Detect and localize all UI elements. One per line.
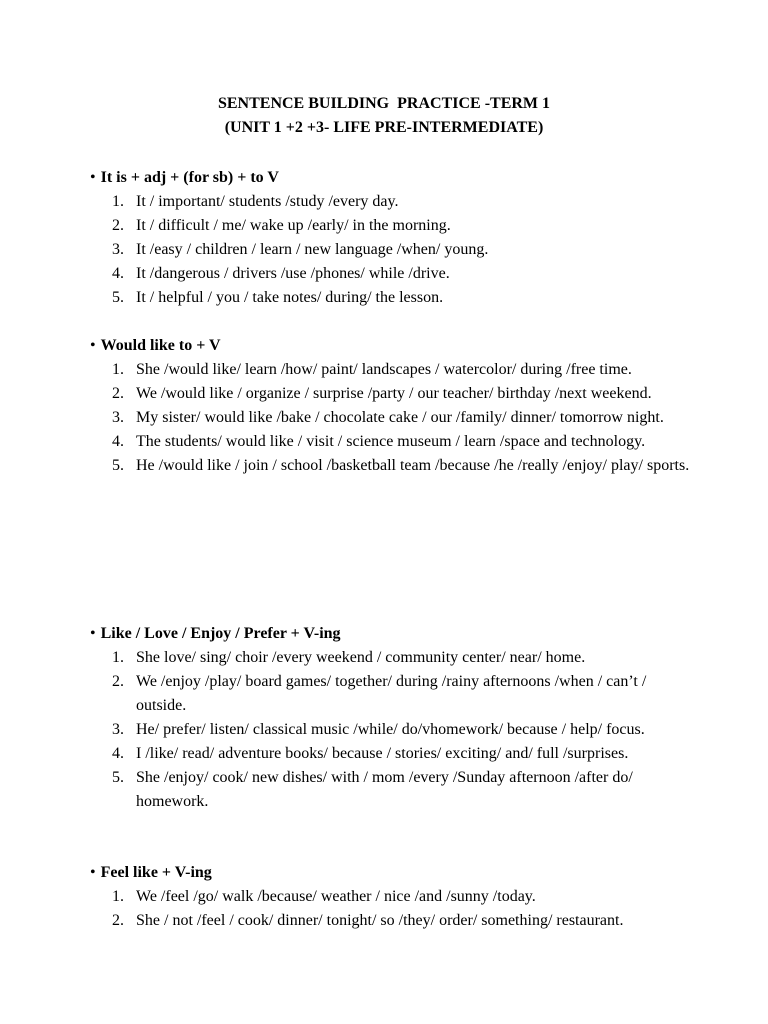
item-text: The students/ would like / visit / science museum / learn /space and technology. (136, 433, 646, 450)
document-title: SENTENCE BUILDING PRACTICE -TERM 1 (217, 95, 551, 112)
section-heading-text: Like / Love / Enjoy / Prefer + V-ing (100, 625, 341, 642)
item-text: It / helpful / you / take notes/ during/ the lesson. (136, 289, 444, 306)
item-number: 2. (112, 673, 124, 690)
item-text: He/ prefer/ listen/ classical music /while/ do/vhomework/ because / help/ focus. (136, 721, 645, 738)
item-number: 3. (112, 241, 124, 258)
item-text: My sister/ would like /bake / chocolate cake / our /family/ dinner/ tomorrow night. (136, 409, 664, 426)
list-item (90, 406, 690, 430)
document-subtitle: (UNIT 1 +2 +3- LIFE PRE-INTERMEDIATE) (224, 119, 544, 136)
list-item (90, 358, 690, 382)
item-number: 5. (112, 457, 124, 474)
list-item (90, 190, 690, 214)
item-text: We /enjoy /play/ board games/ together/ during /rainy afternoons /when / can’t / outside. (136, 673, 647, 714)
exercise-list (90, 358, 690, 478)
exercise-list (90, 885, 690, 933)
item-text: We /feel /go/ walk /because/ weather / nice /and /sunny /today. (136, 888, 536, 905)
item-number: 3. (112, 721, 124, 738)
section-heading (90, 166, 690, 190)
section-heading (90, 861, 690, 885)
list-item (90, 670, 690, 718)
item-number: 1. (112, 361, 124, 378)
item-number: 4. (112, 433, 124, 450)
list-item (90, 646, 690, 670)
item-number: 2. (112, 912, 124, 929)
item-number: 3. (112, 409, 124, 426)
bullet-icon: • (90, 337, 96, 354)
item-number: 2. (112, 217, 124, 234)
list-item (90, 286, 690, 310)
item-number: 4. (112, 745, 124, 762)
list-item (90, 262, 690, 286)
list-item (90, 885, 690, 909)
item-text: She /would like/ learn /how/ paint/ landscapes / watercolor/ during /free time. (136, 361, 632, 378)
section-heading-text: It is + adj + (for sb) + to V (100, 169, 279, 186)
item-text: I /like/ read/ adventure books/ because / stories/ exciting/ and/ full /surprises. (136, 745, 629, 762)
item-text: We /would like / organize / surprise /party / our teacher/ birthday /next weekend. (136, 385, 652, 402)
item-text: She /enjoy/ cook/ new dishes/ with / mom /every /Sunday afternoon /after do/ homework. (136, 769, 633, 810)
bullet-icon: • (90, 169, 96, 186)
list-item (90, 382, 690, 406)
list-item (90, 454, 690, 478)
item-text: She / not /feel / cook/ dinner/ tonight/ so /they/ order/ something/ restaurant. (136, 912, 624, 929)
item-number: 1. (112, 193, 124, 210)
bullet-icon: • (90, 864, 96, 881)
item-number: 2. (112, 385, 124, 402)
item-number: 4. (112, 265, 124, 282)
item-number: 1. (112, 649, 124, 666)
bullet-icon: • (90, 625, 96, 642)
item-text: It /easy / children / learn / new language /when/ young. (136, 241, 489, 258)
section-it-is-adj (90, 166, 690, 310)
item-text: It /dangerous / drivers /use /phones/ while /drive. (136, 265, 450, 282)
list-item (90, 909, 690, 933)
exercise-list (90, 190, 690, 310)
item-text: He /would like / join / school /basketball team /because /he /really /enjoy/ play/ sports. (136, 457, 690, 474)
section-heading-text: Feel like + V-ing (100, 864, 212, 881)
list-item (90, 214, 690, 238)
item-number: 5. (112, 769, 124, 786)
list-item (90, 766, 690, 814)
section-heading (90, 334, 690, 358)
exercise-list (90, 646, 690, 814)
item-number: 5. (112, 289, 124, 306)
list-item (90, 430, 690, 454)
list-item (90, 718, 690, 742)
list-item (90, 238, 690, 262)
item-text: It / difficult / me/ wake up /early/ in the morning. (136, 217, 451, 234)
list-item (90, 742, 690, 766)
section-would-like (90, 334, 690, 478)
section-heading-text: Would like to + V (100, 337, 221, 354)
item-text: She love/ sing/ choir /every weekend / community center/ near/ home. (136, 649, 586, 666)
section-like-love-enjoy-prefer (90, 622, 690, 814)
item-text: It / important/ students /study /every day. (136, 193, 399, 210)
section-heading (90, 622, 690, 646)
section-feel-like (90, 861, 690, 933)
item-number: 1. (112, 888, 124, 905)
